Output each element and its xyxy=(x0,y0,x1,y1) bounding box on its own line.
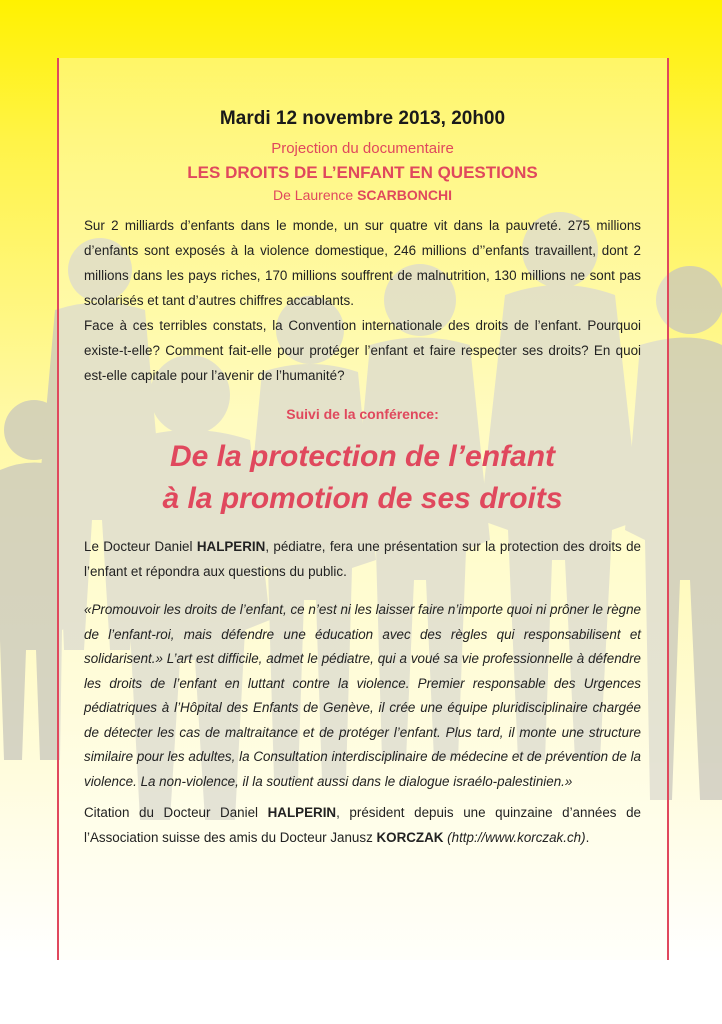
quote-paragraph: «Promouvoir les droits de l’enfant, ce n’est ni les laisser faire n’importe quoi ni prôner le règne de l’enfant-roi, mais défendre une éducation avec des règles qui responsabilisent et solidarisent.» L’art est difficile, admet le pédiatre, qui a voué sa vie professionnelle à défendre les droits de l’enfant en luttant contre la violence. Premier responsable des Urgences pédiatriques à l’Hôpital des Enfants de Genève, il crée une équipe pluridisciplinaire chargée de détecter les cas de maltraitance et de protéger l’enfant. Plus tard, il monte une structure similaire pour les adultes, la Consultation interdisciplinaire de médecine et de prévention de la violence. La non-violence, il la soutient aussi dans le dialogue israélo-palestinien.» xyxy=(84,602,641,789)
projection-label: Projection du documentaire xyxy=(271,140,454,157)
author-prefix: De Laurence xyxy=(273,187,358,203)
intro-paragraph-2: Face à ces terribles constats, la Convention internationale des droits de l’enfant. Pourquoi existe-t-elle? Comment fait-elle pour protéger l’enfant et faire respecter ses droits? En quoi est-elle capitale pour l’avenir de l’humanité? xyxy=(84,318,641,383)
conference-title xyxy=(84,436,641,520)
intro-paragraph-1: Sur 2 milliards d’enfants dans le monde, un sur quatre vit dans la pauvreté. 275 millions d’enfants sont exposés à la violence domestique, 246 millions d’’enfants travaillent, dont 2 millions dans les pays riches, 170 millions souffrent de malnutrition, 130 millions ne sont pas scolarisés et tant d’autres chiffres accablants. xyxy=(84,218,641,308)
followed-by-label: Suivi de la conférence: xyxy=(286,406,439,422)
speaker-text: , pédiatre, fera une présentation sur la protection des droits de l’enfant et répondra aux questions du public. xyxy=(84,539,642,579)
event-date: Mardi 12 novembre 2013, 20h00 xyxy=(219,108,506,129)
speaker-prefix: Le Docteur Daniel xyxy=(84,539,197,554)
korczak-link[interactable]: (http://www.korczak.ch) xyxy=(443,830,586,845)
conference-title-line-2: à la promotion de ses droits xyxy=(162,482,563,515)
documentary-title: LES DROITS DE L’ENFANT EN QUESTIONS xyxy=(187,163,538,182)
author-name: SCARBONCHI xyxy=(357,187,452,203)
flyer-content xyxy=(84,108,641,850)
citation-prefix: Citation du Docteur Daniel xyxy=(84,805,268,820)
speaker-name: HALPERIN xyxy=(196,539,266,554)
citation-name: HALPERIN xyxy=(267,805,337,820)
citation-end: . xyxy=(585,830,590,845)
citation-paragraph xyxy=(84,800,641,850)
documentary-author xyxy=(84,187,641,203)
speaker-paragraph xyxy=(84,534,641,584)
citation-middle: , président depuis une quinzaine d’années de l’Association suisse des amis du Docteur Janusz xyxy=(84,805,641,845)
conference-title-line-1: De la protection de l’enfant xyxy=(169,440,556,473)
korczak-name: KORCZAK xyxy=(376,830,444,845)
